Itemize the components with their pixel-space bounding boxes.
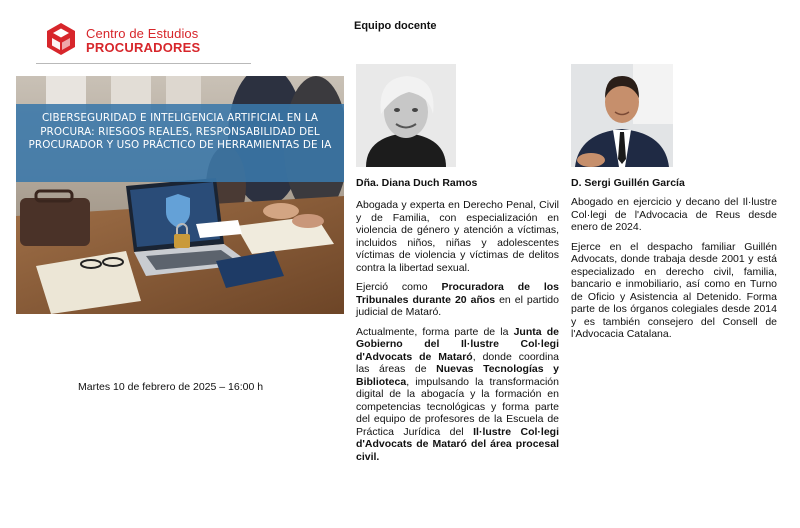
teacher-photo-diana bbox=[356, 64, 456, 167]
bio-text: Abogada y experta en Derecho Penal, Civil y de Familia, con especialización en violencia de género y atención a víctimas, incluidos niños, niñas y adolescentes víctimas de violencia y víctimas de delitos contra la libertad sexual. bbox=[356, 199, 559, 274]
bio-text: Ejerció como bbox=[356, 281, 442, 293]
course-datetime: Martes 10 de febrero de 2025 – 16:00 h bbox=[78, 381, 264, 393]
logo-hexagon-icon bbox=[44, 22, 78, 56]
teacher-bio bbox=[356, 199, 559, 470]
brand-name-line2: PROCURADORES bbox=[86, 40, 201, 55]
course-title-banner bbox=[16, 104, 344, 182]
logo-divider bbox=[36, 63, 251, 64]
brand-logo bbox=[44, 22, 234, 62]
teacher-bio bbox=[571, 196, 777, 348]
bio-text: , impulsando la transformación digital de la abogacía y la formación en competencias tecnológicas y forma parte del equipo de profesores de la Escuela de Práctica Jurídica del bbox=[356, 375, 559, 438]
bio-highlight: Nuevas Tecnologías y Biblioteca bbox=[356, 363, 559, 388]
bio-paragraph bbox=[356, 281, 559, 319]
bio-highlight: Il·lustre Col·legi d'Advocats de Mataró del área procesal civil. bbox=[356, 425, 559, 463]
teacher-name: Dña. Diana Duch Ramos bbox=[356, 177, 478, 189]
bio-text: Ejerce en el despacho familiar Guillén Advocats, donde trabaja desde 2001 y está especializado en derecho civil, familia, bancario e inmobiliario, así como en Turno de Oficio y Asistencia al Detenido. Forma parte de los órganos colegiales desde 2014 y es también consejero del Consell de l'Advocacia Catalana. bbox=[571, 240, 777, 340]
section-heading: Equipo docente bbox=[354, 20, 437, 32]
teacher-name: D. Sergi Guillén García bbox=[571, 177, 685, 189]
bio-paragraph bbox=[356, 326, 559, 464]
bio-highlight: Procuradora de los Tribunales durante 20 años bbox=[356, 281, 559, 306]
course-title: CIBERSEGURIDAD E INTELIGENCIA ARTIFICIAL EN LA PROCURA: RIESGOS REALES, RESPONSABILIDAD DEL PROCURADOR Y USO PRÁCTICO DE HERRAMIENTAS DE IA bbox=[28, 112, 332, 151]
bio-text: Actualmente, forma parte de la bbox=[356, 325, 514, 338]
portrait-woman-icon bbox=[356, 64, 456, 167]
bio-text: en el partido judicial de Mataró. bbox=[356, 293, 559, 318]
bio-highlight: Junta de Gobierno del Il·lustre Col·legi d'Advocats de Mataró bbox=[356, 325, 559, 363]
bio-paragraph bbox=[356, 199, 559, 274]
bio-paragraph bbox=[571, 241, 777, 341]
bio-text: , donde coordina las áreas de bbox=[356, 350, 560, 375]
brand-name-line1: Centro de Estudios bbox=[86, 26, 199, 41]
bio-text: Abogado en ejercicio y decano del Il·lustre Col·legi de l'Advocacia de Reus desde enero de 2024. bbox=[571, 196, 777, 233]
bio-paragraph bbox=[571, 196, 777, 234]
portrait-man-icon bbox=[571, 64, 673, 167]
teacher-photo-sergi bbox=[571, 64, 673, 167]
